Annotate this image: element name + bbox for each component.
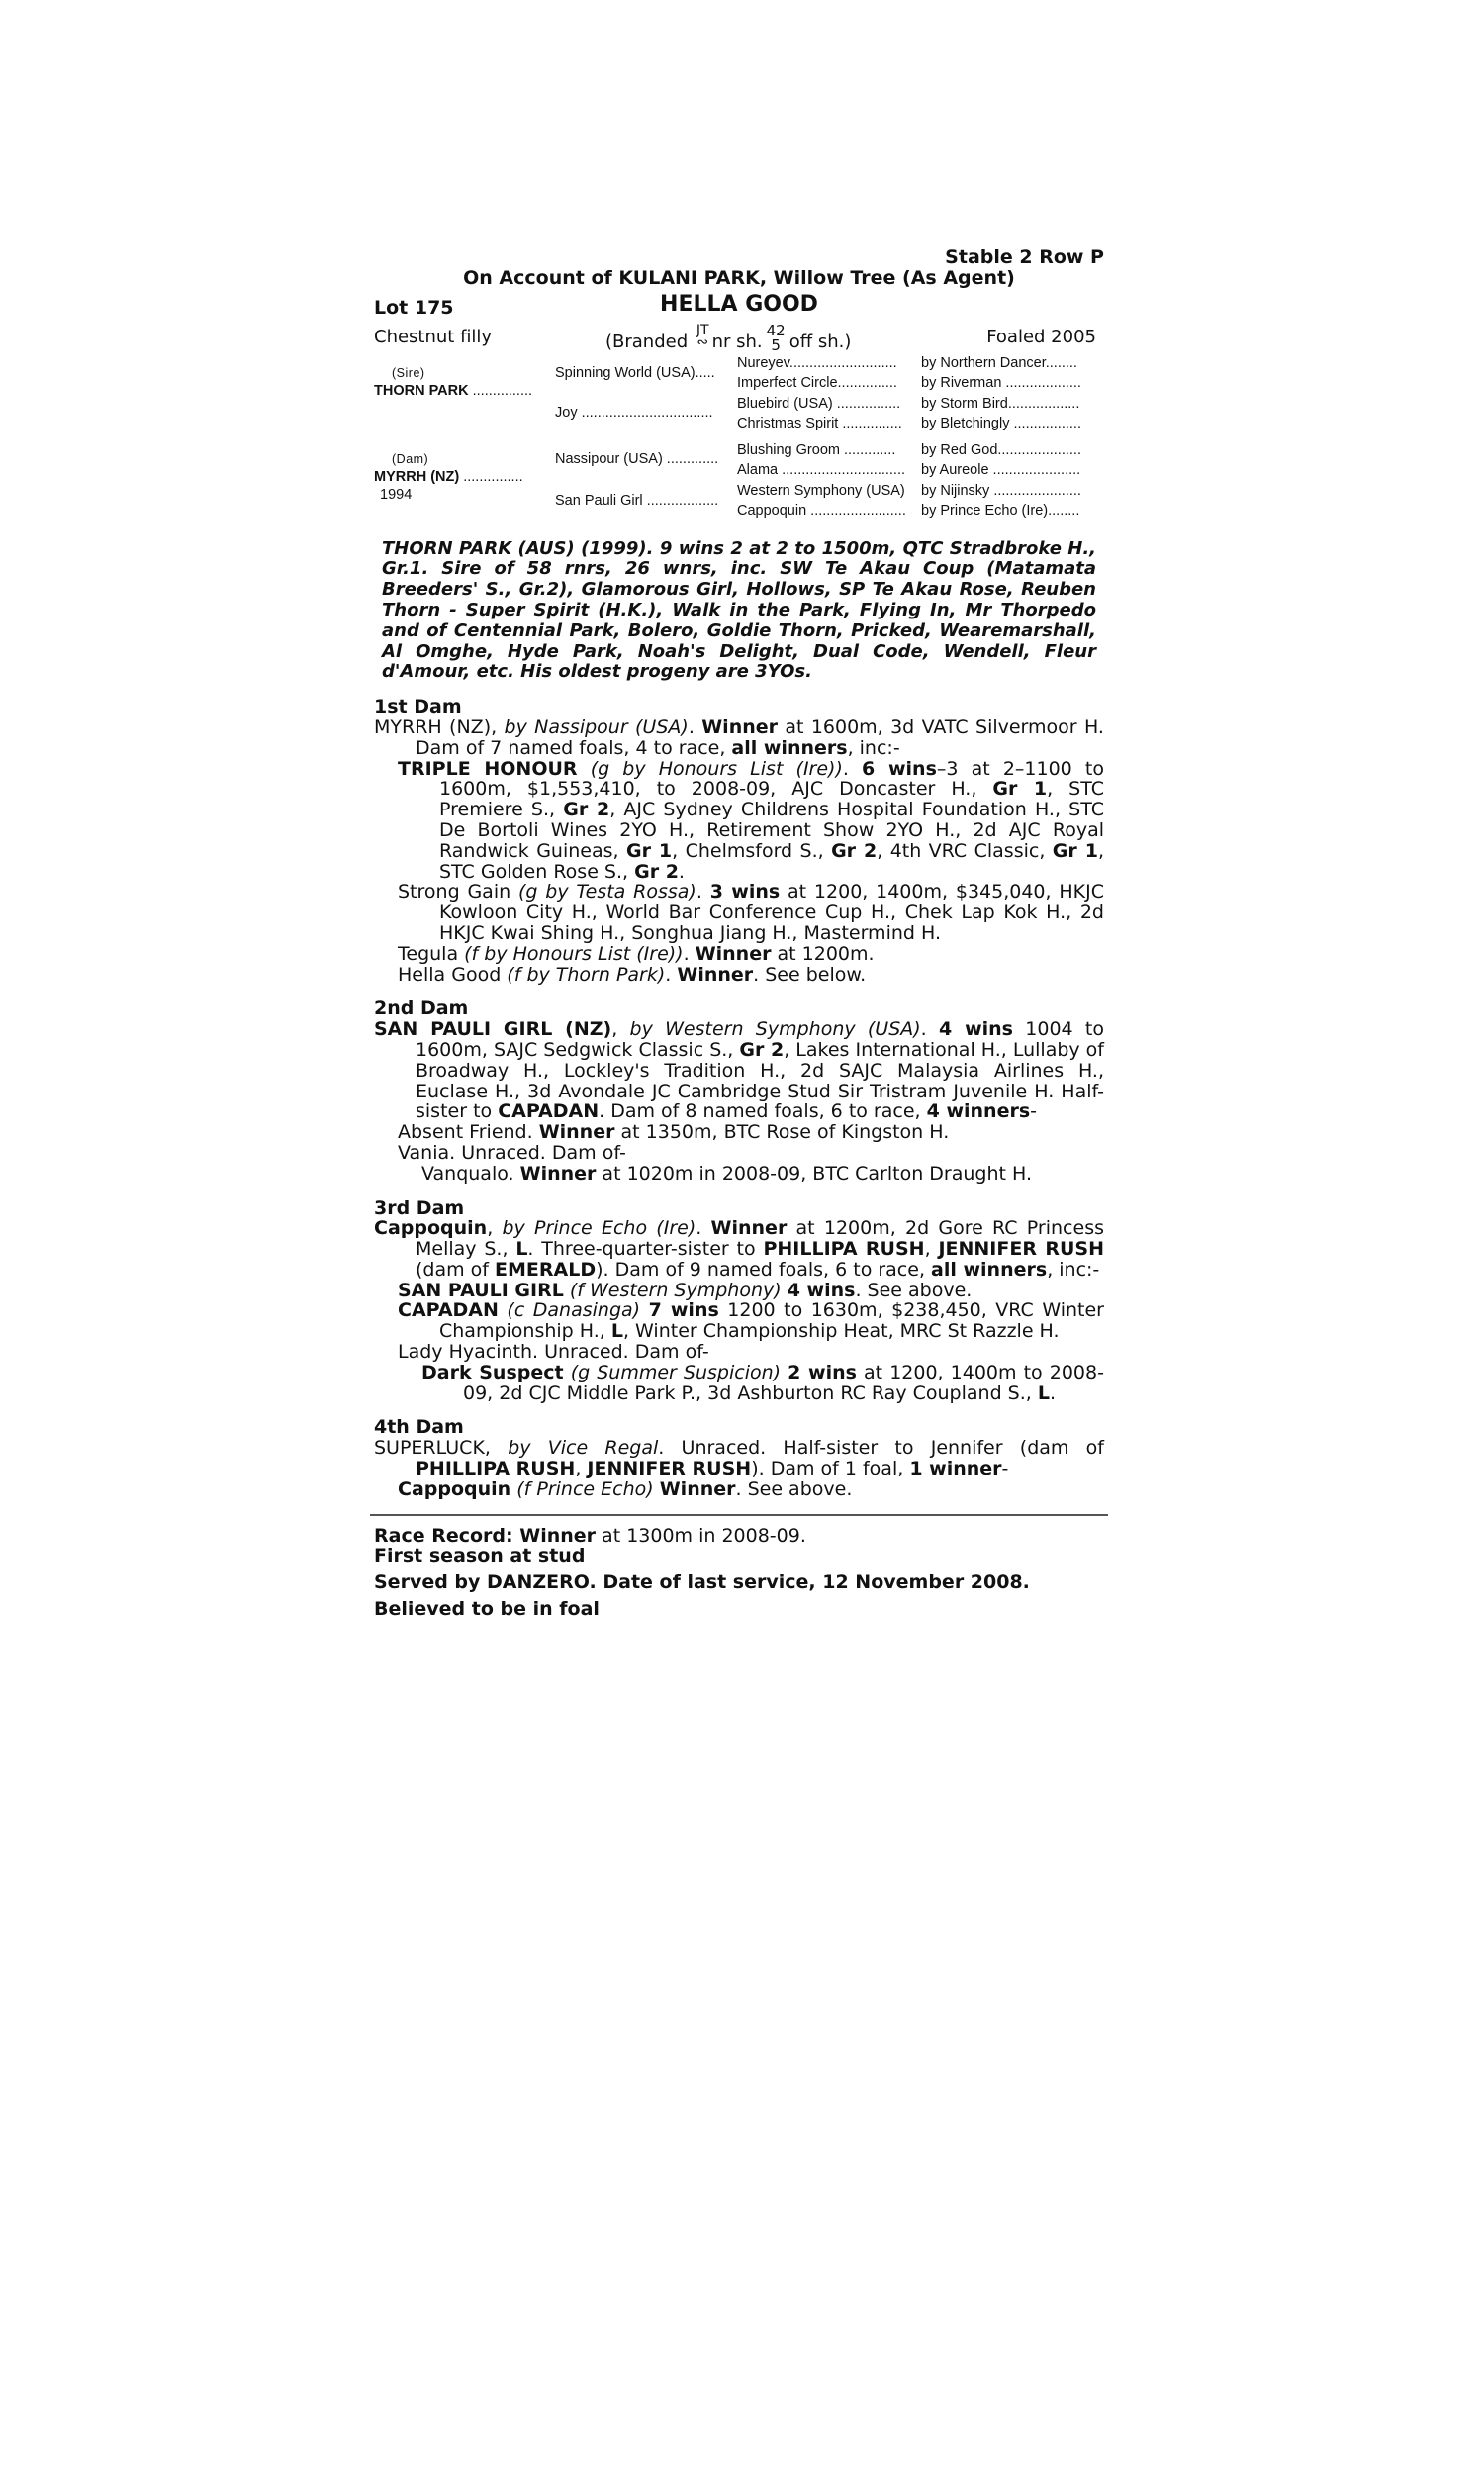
dam1-entry: MYRRH (NZ), by Nassipour (USA). Winner at 1600m, 3d VATC Silvermoor H. Dam of 7 named foals, 4 to race, all winners, inc:- <box>374 715 1104 759</box>
progeny-entry <box>374 1479 1104 1500</box>
vendor-account: On Account of KULANI PARK, Willow Tree (As Agent) <box>463 266 1015 289</box>
pedigree-gen4-cell: by Prince Echo (Ire)........ <box>921 502 1080 519</box>
horse-name: PHILLIPA RUSH <box>763 1238 925 1261</box>
winner-label: Winner <box>710 1217 788 1240</box>
progeny-entry: Hella Good (f by Thorn Park). Winner. See below. <box>398 963 867 986</box>
sire-ref: (c Danasinga) <box>507 1299 641 1322</box>
dam3-heading: 3rd Dam <box>374 1196 465 1219</box>
grade-label: L <box>1037 1381 1050 1404</box>
brand-fraction-den: 5 <box>771 335 781 354</box>
winners-label: all winners <box>931 1258 1048 1281</box>
horse-name: EMERALD <box>495 1258 597 1281</box>
progeny-entry <box>374 1122 1104 1143</box>
brand-mid: nr sh. <box>711 331 763 352</box>
description-line <box>374 321 1104 354</box>
sire-ref: (g by Testa Rossa) <box>517 881 696 904</box>
pedigree-gen2-cell: Spinning World (USA)..... <box>555 364 715 381</box>
record-text: 1200 to 1630m, $238,450, VRC Winter Championship H., <box>439 1299 1104 1343</box>
record-text: ). Dam of 1 foal, <box>751 1458 910 1480</box>
sire-ref: (f by Thorn Park) <box>507 963 666 986</box>
sire-ref: by Nassipour (USA) <box>504 715 689 738</box>
winner-label: Winner <box>659 1477 736 1500</box>
dam4-heading: 4th Dam <box>374 1416 464 1439</box>
dam-cell <box>374 469 523 486</box>
sex-color: Chestnut filly <box>374 326 493 347</box>
pedigree-gen4-cell: by Northern Dancer........ <box>921 354 1077 371</box>
sire-note: THORN PARK (AUS) (1999). 9 wins 2 at 2 to 1500m, QTC Stradbroke H., Gr.1. Sire of 58 rnrs, 26 wnrs, inc. SW Te Akau Coup (Matamata Breeders' S., Gr.2), Glamorous Girl, Hollows, SP Te Akau Rose, Reuben Thorn - Super Spirit (H.K.), Walk in the Park, Flying In, Mr Thorpedo and of Centennial Park, Bolero, Goldie Thorn, Pricked, Wearemarshall, Al Omghe, Hyde Park, Noah's Delight, Dual Code, Wendell, Fleur d'Amour, etc. His oldest progeny are 3YOs. <box>382 537 1096 683</box>
winners-label: 4 winners <box>926 1100 1031 1123</box>
brand-prefix: (Branded <box>605 331 689 352</box>
progeny-entry: Tegula (f by Honours List (Ire)). Winner at 1200m. <box>398 942 875 965</box>
record-text: , <box>575 1458 588 1480</box>
sire-ref: by Vice Regal <box>508 1437 659 1460</box>
divider <box>370 1514 1108 1516</box>
pedigree-gen3-cell: Imperfect Circle............... <box>737 374 897 391</box>
record-text: , <box>924 1238 939 1261</box>
sire-cell <box>374 383 532 400</box>
horse-name: JENNIFER RUSH <box>938 1238 1104 1261</box>
progeny-entry <box>374 1363 1104 1404</box>
stable-location: Stable 2 Row P <box>945 246 1104 268</box>
horse-name: SUPERLUCK <box>374 1437 485 1460</box>
horse-name: Strong Gain <box>398 881 511 904</box>
brand-mark <box>696 322 709 350</box>
dam-year: 1994 <box>380 486 413 503</box>
pedigree-gen3-cell: Bluebird (USA) ................ <box>737 395 901 412</box>
record-text: . See above. <box>735 1477 853 1500</box>
horse-name: Dark Suspect <box>421 1361 564 1383</box>
sire-ref: (f Prince Echo) <box>516 1477 654 1500</box>
wins-label: 6 wins <box>862 757 937 780</box>
service-note: Served by DANZERO. Date of last service, 12 November 2008. <box>374 1571 1030 1594</box>
horse-name: CAPADAN <box>398 1299 499 1322</box>
wins-label: 3 wins <box>709 881 781 904</box>
record-text: , STC Golden Rose S., <box>439 839 1104 883</box>
horse-name: CAPADAN <box>498 1100 600 1123</box>
record-text: , inc:- <box>1047 1258 1100 1281</box>
record-text: , STC Premiere S., <box>439 778 1104 821</box>
pedigree-gen4-cell: by Storm Bird.................. <box>921 395 1080 412</box>
pedigree-gen2-cell: Joy ................................. <box>555 404 713 421</box>
winners-label: all winners <box>731 736 848 759</box>
pedigree-gen3-cell: Blushing Groom ............. <box>737 441 896 458</box>
dam3-entry: Cappoquin, by Prince Echo (Ire). Winner at 1200m, 2d Gore RC Princess Mellay S., L. Three-quarter-sister to PHILLIPA RUSH, JENNIFER RUSH (dam of EMERALD). Dam of 9 named foals, 6 to race, all winners, inc:- <box>374 1217 1104 1281</box>
record-text: –3 at 2–1100 to 1600m, $1,553,410, to 2008-09, AJC Doncaster H., <box>439 757 1104 801</box>
dam4-entry: SUPERLUCK, by Vice Regal. Unraced. Half-sister to Jennifer (dam of PHILLIPA RUSH, JENNIFER RUSH). Dam of 1 foal, 1 winner- <box>374 1437 1104 1480</box>
record-text: . Unraced. Half-sister to Jennifer (dam of <box>658 1437 1104 1460</box>
record-text: . See above. <box>855 1279 973 1301</box>
record-text: at 1200m. <box>771 942 875 965</box>
foaled-year: Foaled 2005 <box>986 326 1096 347</box>
record-text: , inc:- <box>847 736 900 759</box>
brand-description <box>605 321 852 357</box>
pedigree-gen4-cell: by Red God..................... <box>921 441 1081 458</box>
grade-label: L <box>610 1320 623 1343</box>
record-text: . <box>678 860 685 883</box>
record-text: 1004 to 1600m, SAJC Sedgwick Classic S., <box>416 1018 1104 1061</box>
progeny-entry: Lady Hyacinth. Unraced. Dam of- <box>398 1341 709 1364</box>
record-text: (dam of <box>416 1258 496 1281</box>
record-text: , Winter Championship Heat, MRC St Razzle H. <box>622 1320 1060 1343</box>
sire-ref: by Western Symphony (USA) <box>629 1018 921 1041</box>
wins-label: 2 wins <box>788 1361 857 1383</box>
pedigree-gen4-cell: by Aureole ...................... <box>921 461 1081 478</box>
foal-status: Believed to be in foal <box>374 1598 600 1621</box>
pedigree-gen4-cell: by Riverman ................... <box>921 374 1081 391</box>
record-text: , 4th VRC Classic, <box>877 839 1053 862</box>
progeny-entry: Strong Gain (g by Testa Rossa). 3 wins at 1200, 1400m, $345,040, HKJC Kowloon City H., World Bar Conference Cup H., Chek Lap Kok H., 2d HKJC Kwai Shing H., Songhua Jiang H., Mastermind H. <box>398 881 1104 944</box>
winners-label: 1 winner <box>909 1458 1002 1480</box>
grade-label: L <box>515 1238 528 1261</box>
wins-label: 7 wins <box>648 1299 719 1322</box>
pedigree-gen4-cell: by Nijinsky ...................... <box>921 482 1081 499</box>
horse-name: Hella Good <box>398 963 502 986</box>
record-text: at 1600m, 3d VATC Silvermoor H. Dam of 7 named foals, 4 to race, <box>416 715 1104 759</box>
record-text: at 1020m in 2008-09, BTC Carlton Draught H. <box>596 1162 1032 1185</box>
brand-fraction-num: 42 <box>766 321 786 339</box>
record-text: ). Dam of 9 named foals, 6 to race, <box>596 1258 932 1281</box>
record-text: - <box>1030 1100 1037 1123</box>
progeny-entry <box>374 1300 1104 1342</box>
horse-name: PHILLIPA RUSH <box>416 1458 576 1480</box>
horse-name: JENNIFER RUSH <box>587 1458 752 1480</box>
horse-name: MYRRH (NZ) <box>374 715 492 738</box>
winner-label: Winner <box>695 942 772 965</box>
pedigree-table <box>374 355 1104 525</box>
brand-fraction <box>766 321 786 354</box>
pedigree-gen3-cell: Cappoquin ........................ <box>737 502 906 519</box>
pedigree-gen2-cell: San Pauli Girl .................. <box>555 492 719 509</box>
dam2-heading: 2nd Dam <box>374 998 469 1020</box>
record-text: . Dam of 8 named foals, 6 to race, <box>599 1100 927 1123</box>
sire-ref: (f Western Symphony) <box>569 1279 782 1301</box>
progeny-entry <box>374 1281 1104 1301</box>
dam-dots: ............... <box>459 468 523 485</box>
record-text: , Lakes International H., Lullaby of Broadway H., Lockley's Tradition H., 2d SAJC Malaysia Airlines H., Euclase H., 3d Avondale JC Cambridge Stud Sir Tristram Juvenile H. Half-sister to <box>416 1038 1104 1123</box>
race-record-text: at 1300m in 2008-09. <box>596 1524 806 1547</box>
brand-mark-bottom: ∾ <box>696 333 709 350</box>
grade-label: Gr 1 <box>992 778 1048 801</box>
horse-name: Vanqualo. <box>421 1162 520 1185</box>
progeny-entry: Vania. Unraced. Dam of- <box>398 1141 626 1164</box>
winner-label: Winner <box>701 715 778 738</box>
horse-name: TRIPLE HONOUR <box>398 757 578 780</box>
record-text: , AJC Sydney Childrens Hospital Foundation H., STC De Bortoli Wines 2YO H., Retirement Show 2YO H., 2d AJC Royal Randwick Guineas, <box>439 799 1104 862</box>
dam-tag: (Dam) <box>392 451 429 466</box>
grade-label: Gr 2 <box>739 1038 785 1061</box>
grade-label: Gr 2 <box>563 799 610 821</box>
grade-label: Gr 1 <box>625 839 673 862</box>
record-text: . <box>1049 1381 1057 1404</box>
horse-name: SAN PAULI GIRL (NZ) <box>374 1018 612 1041</box>
winner-label: Winner <box>538 1121 615 1144</box>
wins-label: 4 wins <box>787 1279 856 1301</box>
record-text: . See below. <box>753 963 867 986</box>
record-text: , Chelmsford S., <box>672 839 832 862</box>
horse-name: SAN PAULI GIRL <box>398 1279 564 1301</box>
progeny-entry <box>374 1164 1104 1185</box>
winner-label: Winner <box>519 1162 597 1185</box>
pedigree-gen3-cell: Nureyev........................... <box>737 354 897 371</box>
stud-season: First season at stud <box>374 1545 586 1568</box>
wins-label: 4 wins <box>939 1018 1013 1041</box>
record-text: at 1350m, BTC Rose of Kingston H. <box>614 1121 950 1144</box>
record-text: at 1200, 1400m to 2008-09, 2d CJC Middle Park P., 3d Ashburton RC Ray Coupland S., <box>463 1361 1104 1404</box>
record-text: at 1200m, 2d Gore RC Princess Mellay S., <box>416 1217 1104 1261</box>
horse-name: HELLA GOOD <box>660 291 818 317</box>
pedigree-gen2-cell: Nassipour (USA) ............. <box>555 450 719 467</box>
record-text: at 1200, 1400m, $345,040, HKJC Kowloon City H., World Bar Conference Cup H., Chek Lap Kok H., 2d HKJC Kwai Shing H., Songhua Jiang H., Mastermind H. <box>439 881 1104 944</box>
race-record <box>374 1526 1104 1547</box>
race-record-label: Race Record: Winner <box>374 1524 597 1547</box>
dam-name: MYRRH (NZ) <box>374 468 460 485</box>
catalogue-page <box>374 247 1104 1620</box>
sire-ref: (g by Honours List (Ire)) <box>590 757 843 780</box>
horse-name: Tegula <box>398 942 459 965</box>
progeny-entry: TRIPLE HONOUR (g by Honours List (Ire)). 6 wins–3 at 2–1100 to 1600m, $1,553,410, to 2008-09, AJC Doncaster H., Gr 1, STC Premiere S., Gr 2, AJC Sydney Childrens Hospital Foundation H., STC De Bortoli Wines 2YO H., Retirement Show 2YO H., 2d AJC Royal Randwick Guineas, Gr 1, Chelmsford S., Gr 2, 4th VRC Classic, Gr 1, STC Golden Rose S., Gr 2. <box>398 757 1104 883</box>
grade-label: Gr 2 <box>831 839 878 862</box>
horse-name: Cappoquin <box>374 1217 488 1240</box>
dam2-entry: SAN PAULI GIRL (NZ), by Western Symphony (USA). 4 wins 1004 to 1600m, SAJC Sedgwick Classic S., Gr 2, Lakes International H., Lullaby of Broadway H., Lockley's Tradition H., 2d SAJC Malaysia Airlines H., Euclase H., 3d Avondale JC Cambridge Stud Sir Tristram Juvenile H. Half-sister to CAPADAN. Dam of 8 named foals, 6 to race, 4 winners- <box>374 1018 1104 1123</box>
grade-label: Gr 1 <box>1052 839 1098 862</box>
brand-suffix: off sh.) <box>788 331 852 352</box>
sire-ref: (f by Honours List (Ire)) <box>464 942 684 965</box>
horse-name: Absent Friend. <box>398 1121 539 1144</box>
lot-number: Lot 175 <box>374 296 454 319</box>
horse-name: Cappoquin <box>398 1477 511 1500</box>
record-text: . Three-quarter-sister to <box>527 1238 764 1261</box>
sire-name: THORN PARK <box>374 382 469 399</box>
winner-label: Winner <box>677 963 754 986</box>
brand-mark-top: JT <box>696 322 709 338</box>
dam1-heading: 1st Dam <box>374 696 462 718</box>
grade-label: Gr 2 <box>634 860 679 883</box>
record-text: - <box>1001 1458 1009 1480</box>
pedigree-gen4-cell: by Bletchingly ................. <box>921 415 1081 431</box>
sire-tag: (Sire) <box>392 365 425 380</box>
lot-line <box>374 291 1104 322</box>
pedigree-gen3-cell: Alama ............................... <box>737 461 906 478</box>
pedigree-gen3-cell: Christmas Spirit ............... <box>737 415 902 431</box>
sire-dots: ............... <box>468 382 533 399</box>
sire-ref: (g Summer Suspicion) <box>570 1361 782 1383</box>
sire-ref: by Prince Echo (Ire) <box>502 1217 696 1240</box>
pedigree-gen3-cell: Western Symphony (USA) <box>737 482 905 499</box>
